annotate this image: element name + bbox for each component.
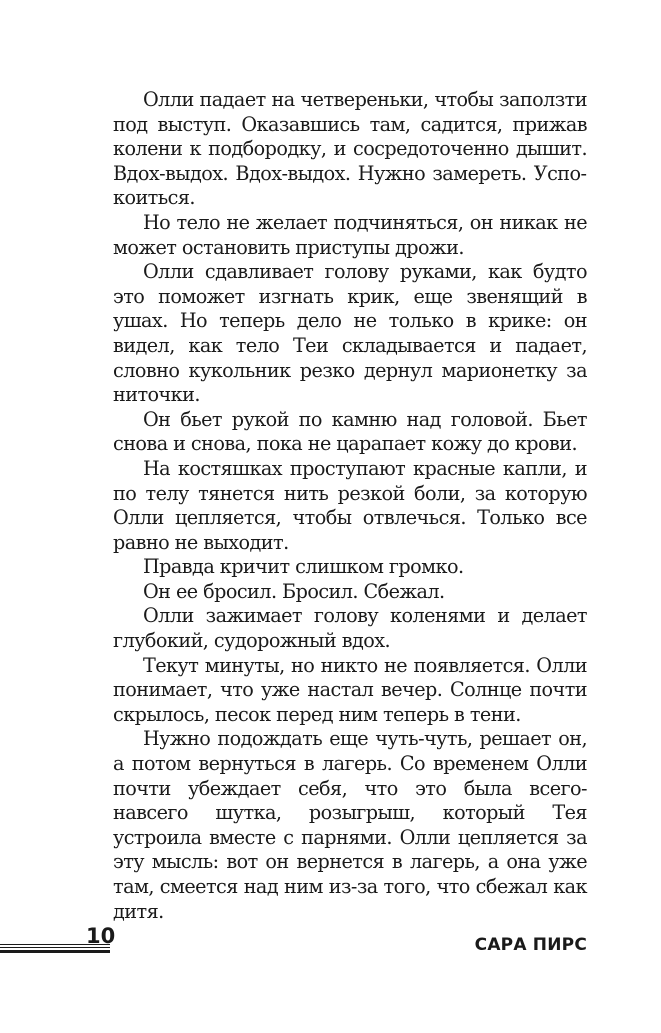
running-title: САРА ПИРС bbox=[474, 935, 587, 955]
paragraph: Текут минуты, но никто не появляется. Олли понимает, что уже настал вечер. Солнце почти скрылось, песок перед ним теперь в тени. bbox=[113, 653, 587, 726]
paragraph: Олли падает на четвереньки, чтобы заползти под выступ. Оказавшись там, садится, прижав колени к подбородку, и сосредоточенно дышит. Вдох-выдох. Вдох-выдох. Нужно замереть. Успокоиться. bbox=[113, 88, 587, 210]
paragraph: Но тело не желает подчиняться, он никак не может остановить приступы дрожи. bbox=[113, 210, 587, 259]
page-number: 10 bbox=[86, 924, 116, 948]
paragraph: Правда кричит слишком громко. bbox=[143, 555, 464, 579]
paragraph: Он бьет рукой по камню над головой. Бьет снова и снова, пока не царапает кожу до крови. bbox=[113, 407, 587, 456]
body-text bbox=[113, 88, 587, 924]
footer-rule bbox=[0, 950, 110, 953]
paragraph: Нужно подождать еще чуть-чуть, решает он, а потом вернуться в лагерь. Со временем Олли почти убеждает себя, что это была всего-навсего шутка, розыгрыш, который Тея устроила вместе с парнями. Олли цепляется за эту мысль: вот он вернется в лагерь, а она уже там, смеется над ним из-за того, что сбежал как дитя. bbox=[113, 727, 587, 923]
paragraph: На костяшках проступают красные капли, и по телу тянется нить резкой боли, за которую Олли цепляется, чтобы отвлечься. Только все равно не выходит. bbox=[113, 456, 587, 554]
paragraph: Олли зажимает голову коленями и делает глубокий, судорожный вдох. bbox=[113, 604, 587, 653]
paragraph: Он ее бросил. Бросил. Сбежал. bbox=[143, 579, 445, 603]
paragraph: Олли сдавливает голову руками, как будто это поможет изгнать крик, еще звенящий в ушах. Но теперь дело не только в крике: он видел, как тело Теи складывается и падает, словно кукольник резко дернул марионетку за ниточки. bbox=[113, 260, 587, 407]
